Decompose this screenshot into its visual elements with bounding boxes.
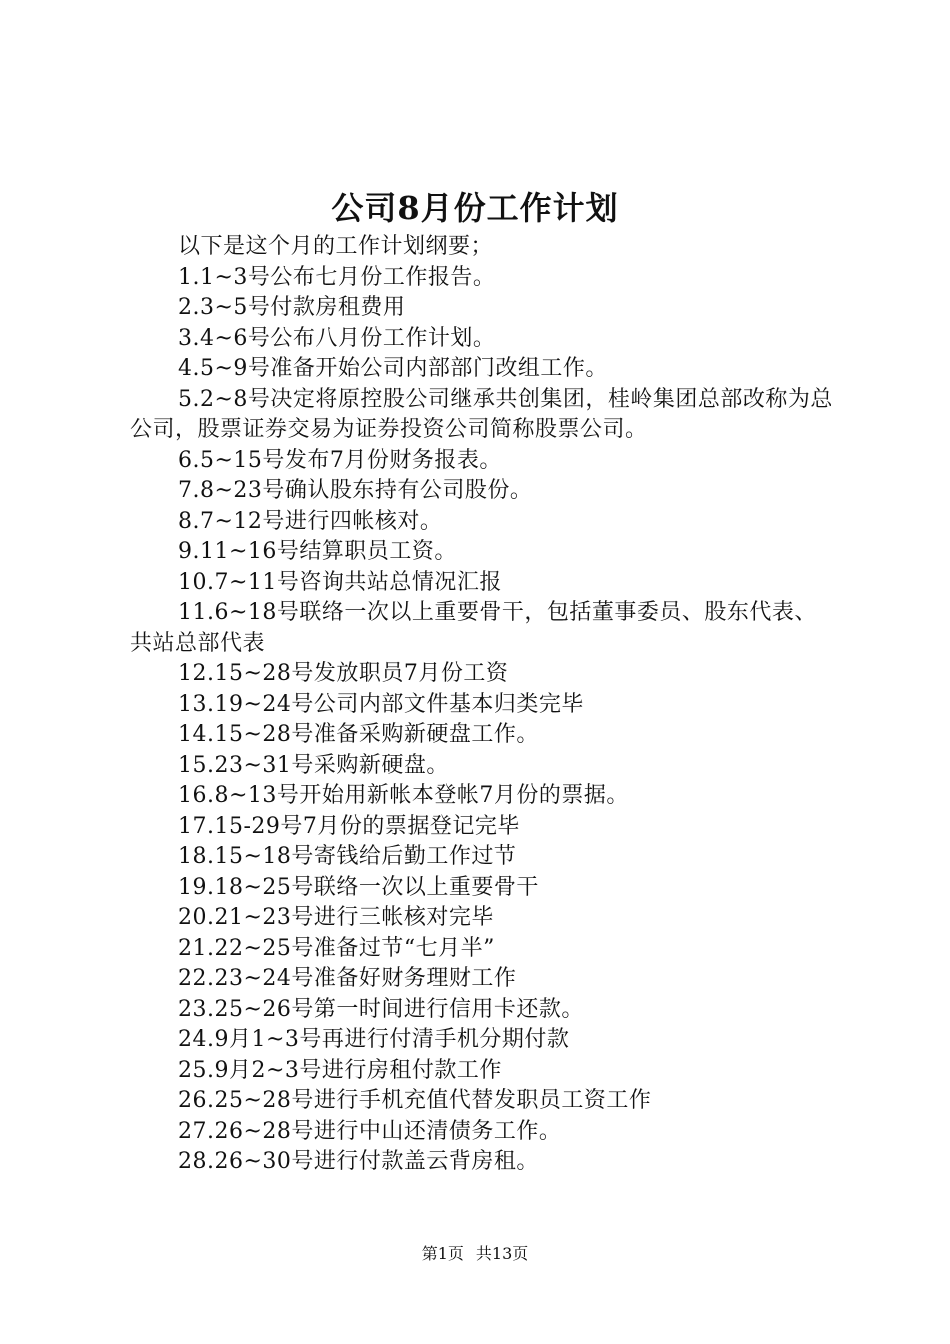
list-item: 5.2~8号决定将原控股公司继承共创集团，桂岭集团总部改称为总公司，股票证券交易为证券投资公司简称股票公司。 <box>130 386 833 442</box>
document-title: 公司8月份工作计划 <box>331 189 619 227</box>
list-item: 21.22~25号准备过节“七月半” <box>178 935 495 961</box>
list-item: 18.15~18号寄钱给后勤工作过节 <box>178 844 517 869</box>
list-item: 3.4~6号公布八月份工作计划。 <box>178 325 496 351</box>
list-item: 1.1~3号公布七月份工作报告。 <box>178 264 496 290</box>
list-item: 14.15~28号准备采购新硬盘工作。 <box>178 722 539 747</box>
list-item: 19.18~25号联络一次以上重要骨干 <box>178 874 539 900</box>
list-item: 11.6~18号联络一次以上重要骨干，包括董事委员、股东代表、共站总部代表 <box>130 600 817 656</box>
list-item: 17.15-29号7月份的票据登记完毕 <box>178 813 520 839</box>
page-number: 第1页 <box>421 1244 464 1263</box>
list-item: 13.19~24号公司内部文件基本归类完毕 <box>178 691 584 717</box>
list-item: 25.9月2~3号进行房租付款工作 <box>178 1057 502 1083</box>
paragraph: 以下是这个月的工作计划纲要； <box>178 234 494 259</box>
list-item: 23.25~26号第一时间进行信用卡还款。 <box>178 996 584 1022</box>
page-total: 共13页 <box>475 1244 529 1263</box>
list-item: 15.23~31号采购新硬盘。 <box>178 752 449 778</box>
list-item: 8.7~12号进行四帐核对。 <box>178 508 443 534</box>
page-footer <box>0 1243 950 1265</box>
list-item: 10.7~11号咨询共站总情况汇报 <box>178 569 502 595</box>
list-item: 12.15~28号发放职员7月份工资 <box>178 661 509 686</box>
list-item: 4.5~9号准备开始公司内部部门改组工作。 <box>178 356 608 381</box>
list-item: 22.23~24号准备好财务理财工作 <box>178 966 517 991</box>
list-item: 7.8~23号确认股东持有公司股份。 <box>178 478 533 503</box>
list-item: 2.3~5号付款房租费用 <box>178 295 406 320</box>
list-item: 28.26~30号进行付款盖云背房租。 <box>178 1149 539 1174</box>
list-item: 16.8~13号开始用新帐本登帐7月份的票据。 <box>178 783 629 808</box>
list-item: 9.11~16号结算职员工资。 <box>178 539 457 564</box>
list-item: 24.9月1~3号再进行付清手机分期付款 <box>178 1027 570 1052</box>
list-item: 6.5~15号发布7月份财务报表。 <box>178 447 502 473</box>
list-item: 27.26~28号进行中山还清债务工作。 <box>178 1118 562 1144</box>
list-item: 20.21~23号进行三帐核对完毕 <box>178 905 494 930</box>
document-body <box>130 232 835 1178</box>
list-item: 26.25~28号进行手机充值代替发职员工资工作 <box>178 1088 652 1113</box>
